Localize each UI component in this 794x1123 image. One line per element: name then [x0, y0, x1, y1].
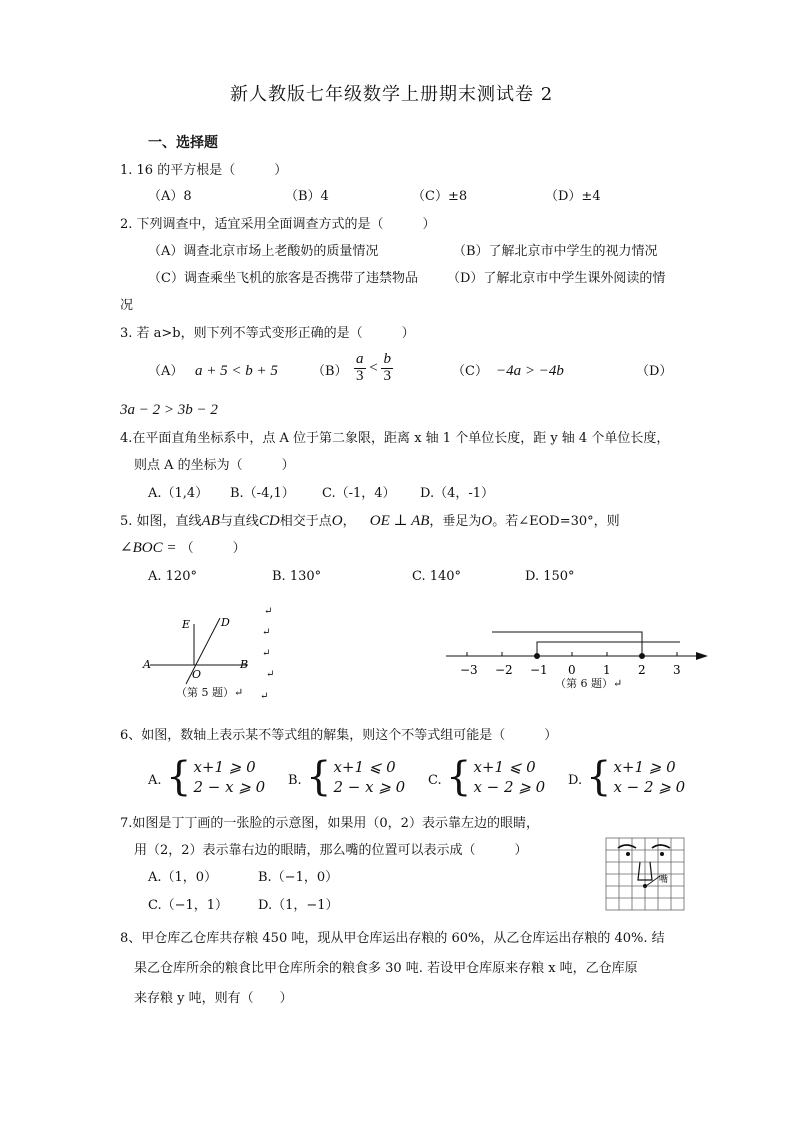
label-a: A — [143, 658, 151, 671]
return-mark: ↵ — [262, 627, 271, 638]
tick-label: 0 — [568, 663, 576, 677]
q6-label-a: A. — [148, 773, 162, 788]
return-mark: ↵ — [266, 669, 275, 680]
q1-option-b: （B）4 — [285, 189, 329, 204]
mouth-label: 嘴 — [659, 875, 669, 885]
return-mark: ↵ — [264, 606, 273, 617]
q6-label-d: D. — [568, 773, 583, 788]
right-eye — [660, 852, 664, 856]
q6-stem: 6、如图，数轴上表示某不等式组的解集，则这个不等式组可能是（ ） — [120, 728, 558, 743]
return-mark: ↵ — [262, 648, 271, 659]
q7-stem-2: 用（2，2）表示靠右边的眼睛，那么嘴的位置可以表示成（ ） — [134, 843, 528, 858]
q4-option-a: A.（1,4） — [148, 486, 209, 501]
tick-label: 1 — [603, 663, 611, 677]
tick-label: −2 — [495, 663, 513, 677]
axis-arrow — [696, 652, 708, 660]
q7-option-b: B.（−1，0） — [258, 870, 339, 885]
q7-option-c: C.（−1，1） — [148, 898, 229, 913]
figure-6-caption: （第 6 题）↵ — [555, 677, 623, 690]
q6-system-d: { x+1 ⩾ 0 x − 2 ⩾ 0 — [586, 754, 686, 800]
label-o: O — [192, 668, 202, 681]
q3-label-d: （D） — [636, 364, 673, 379]
q2-option-d: （D）了解北京市中学生课外阅读的情 — [447, 271, 666, 286]
q4-stem-2: 则点 A 的坐标为（ ） — [134, 458, 295, 473]
q8-line-3: 来存粮 y 吨，则有（ ） — [134, 991, 293, 1006]
q6-system-a: { x+1 ⩾ 0 2 − x ⩾ 0 — [166, 754, 266, 800]
q3-expr-d: 3a − 2 > 3b − 2 — [120, 402, 218, 418]
grid — [606, 838, 684, 910]
q8-line-1: 8、甲仓库乙仓库共存粮 450 吨，现从甲仓库运出存粮的 60%，从乙仓库运出存粮的 40%. 结 — [120, 931, 665, 946]
label-e: E — [182, 618, 191, 631]
q6-system-b: { x+1 ⩽ 0 2 − x ⩾ 0 — [306, 754, 406, 800]
tick-marks — [467, 652, 677, 656]
q2-option-c: （C）调查乘坐飞机的旅客是否携带了违禁物品 — [148, 271, 418, 286]
q3-label-b: （B） — [312, 364, 348, 379]
page-title: 新人教版七年级数学上册期末测试卷 2 — [230, 84, 554, 105]
tick-label: −1 — [530, 663, 548, 677]
q6-label-b: B. — [288, 773, 302, 788]
q1-option-c: （C）±8 — [412, 189, 468, 204]
point-2 — [639, 653, 645, 659]
q3-label-a: （A） — [148, 364, 184, 379]
q7-stem: 7.如图是丁丁画的一张脸的示意图，如果用（0，2）表示靠左边的眼睛， — [120, 816, 539, 831]
q3-stem: 3. 若 a>b，则下列不等式变形正确的是（ ） — [120, 326, 415, 341]
q4-option-b: B.（-4,1） — [230, 486, 295, 501]
ray-x-ge-neg1 — [537, 642, 680, 656]
q3-expr-c: −4a > −4b — [496, 363, 564, 379]
q2-option-a: （A）调查北京市场上老酸奶的质量情况 — [148, 244, 379, 259]
q1-option-a: （A）8 — [148, 189, 192, 204]
q6-label-c: C. — [428, 773, 442, 788]
q2-option-b: （B）了解北京市中学生的视力情况 — [453, 244, 658, 259]
q5-stem-2: ∠BOC = （ ） — [120, 540, 246, 556]
q2-stem: 2. 下列调查中，适宜采用全面调查方式的是（ ） — [120, 217, 436, 232]
label-b: B — [240, 658, 249, 671]
right-eyebrow — [652, 845, 670, 848]
left-eyebrow — [618, 845, 636, 848]
q5-option-b: B. 130° — [272, 569, 322, 584]
label-d: D — [221, 616, 230, 629]
return-mark: ↵ — [260, 691, 269, 702]
ray-x-le-2 — [492, 632, 642, 656]
figure-6-number-line — [440, 622, 715, 682]
q2-option-d-continued: 况 — [120, 298, 134, 313]
q6-system-c: { x+1 ⩽ 0 x − 2 ⩾ 0 — [446, 754, 546, 800]
q3-expr-b: $\frac{a}{3}$ < $\frac{b}{3}$ — [356, 351, 391, 384]
face-grid-figure — [604, 836, 688, 914]
figure-5-caption: （第 5 题）↵ — [176, 686, 244, 699]
q4-stem: 4.在平面直角坐标系中，点 A 位于第二象限，距离 x 轴 1 个单位长度，距 y 轴 4 个单位长度， — [120, 431, 670, 446]
q1-stem: 1. 16 的平方根是（ ） — [120, 163, 288, 178]
q3-expr-a: a + 5 < b + 5 — [195, 363, 278, 379]
q4-option-c: C.（-1，4） — [322, 486, 396, 501]
q3-label-c: （C） — [452, 364, 488, 379]
q7-option-a: A.（1，0） — [148, 870, 218, 885]
q5-stem: 5. 如图，直线AB与直线CD相交于点O， OE ⊥ AB，垂足为O。若∠EOD=30°，则 — [120, 513, 620, 529]
q1-option-d: （D）±4 — [545, 189, 601, 204]
q5-option-d: D. 150° — [525, 569, 575, 584]
q5-option-c: C. 140° — [412, 569, 462, 584]
tick-label: 2 — [638, 663, 646, 677]
tick-label: 3 — [673, 663, 681, 677]
q4-option-d: D.（4，-1） — [420, 486, 495, 501]
left-eye — [626, 852, 630, 856]
q7-option-d: D.（1，−1） — [258, 898, 339, 913]
tick-label: −3 — [460, 663, 478, 677]
section-heading: 一、选择题 — [148, 135, 218, 151]
point-neg1 — [534, 653, 540, 659]
q8-line-2: 果乙仓库所余的粮食比甲仓库所余的粮食多 30 吨. 若设甲仓库原来存粮 x 吨，乙仓库原 — [134, 961, 638, 976]
q5-option-a: A. 120° — [148, 569, 197, 584]
